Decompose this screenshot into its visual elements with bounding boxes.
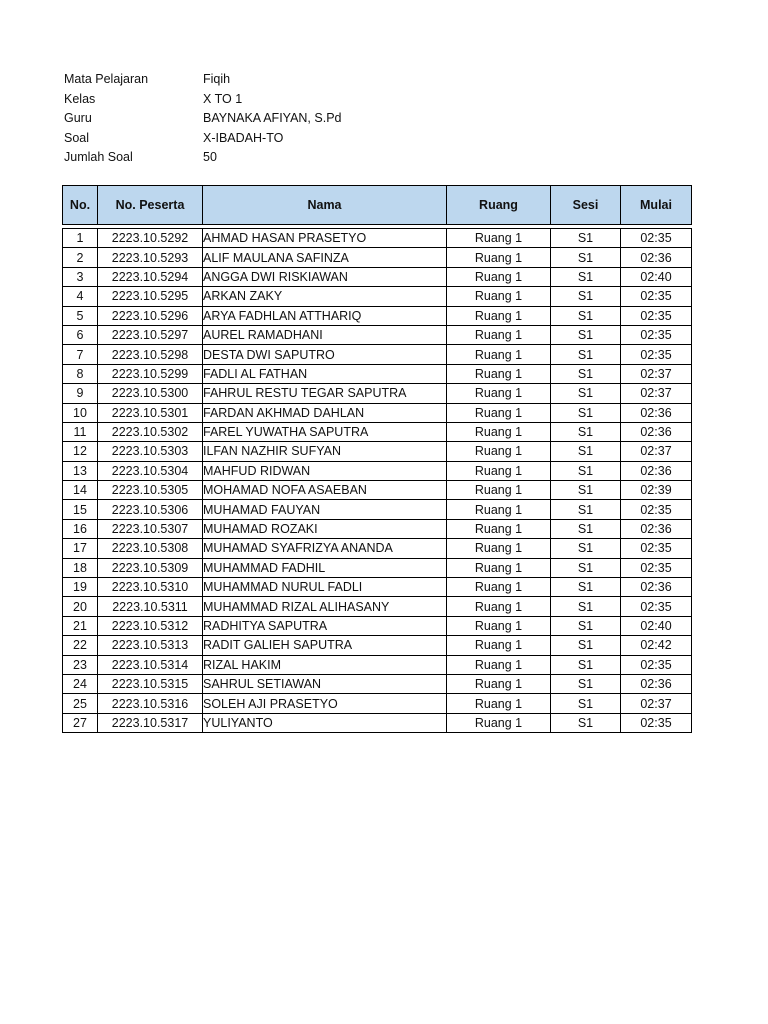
table-row [63,461,692,480]
cell-ruang: Ruang 1 [447,616,551,635]
cell-mulai: 02:37 [621,384,692,403]
cell-no: 22 [63,636,98,655]
cell-no: 19 [63,578,98,597]
table-row [63,597,692,616]
cell-nama: FAREL YUWATHA SAPUTRA [203,422,447,441]
cell-sesi: S1 [551,558,621,577]
cell-no: 6 [63,325,98,344]
info-value: X TO 1 [203,91,243,106]
cell-ruang: Ruang 1 [447,519,551,538]
cell-no-peserta: 2223.10.5299 [98,364,203,383]
cell-mulai: 02:36 [621,519,692,538]
cell-nama: MUHAMMAD FADHIL [203,558,447,577]
cell-mulai: 02:35 [621,345,692,364]
cell-nama: SOLEH AJI PRASETYO [203,694,447,713]
cell-no-peserta: 2223.10.5295 [98,287,203,306]
cell-mulai: 02:35 [621,229,692,248]
cell-no: 16 [63,519,98,538]
cell-no-peserta: 2223.10.5305 [98,481,203,500]
header-no: No. [63,186,98,225]
cell-mulai: 02:35 [621,558,692,577]
cell-no: 17 [63,539,98,558]
table-row [63,558,692,577]
cell-nama: FAHRUL RESTU TEGAR SAPUTRA [203,384,447,403]
cell-no: 18 [63,558,98,577]
cell-mulai: 02:36 [621,461,692,480]
table-header-row [63,186,692,225]
info-value: 50 [203,150,217,164]
header-no-peserta: No. Peserta [98,186,203,225]
cell-ruang: Ruang 1 [447,461,551,480]
cell-nama: ILFAN NAZHIR SUFYAN [203,442,447,461]
header-nama: Nama [203,186,447,225]
cell-mulai: 02:36 [621,422,692,441]
table-row [63,539,692,558]
cell-no-peserta: 2223.10.5292 [98,229,203,248]
table-row [63,713,692,732]
cell-mulai: 02:37 [621,694,692,713]
cell-mulai: 02:40 [621,267,692,286]
cell-no: 8 [63,364,98,383]
cell-no: 4 [63,287,98,306]
table-row [63,229,692,248]
table-row [63,655,692,674]
cell-no: 12 [63,442,98,461]
info-row [64,70,341,90]
table-row [63,616,692,635]
table-row [63,364,692,383]
table-row [63,403,692,422]
cell-no-peserta: 2223.10.5296 [98,306,203,325]
table-row [63,442,692,461]
participant-table [62,185,692,733]
cell-ruang: Ruang 1 [447,403,551,422]
cell-ruang: Ruang 1 [447,558,551,577]
cell-nama: MAHFUD RIDWAN [203,461,447,480]
exam-info [64,70,341,168]
header-mulai: Mulai [621,186,692,225]
cell-ruang: Ruang 1 [447,384,551,403]
cell-ruang: Ruang 1 [447,364,551,383]
cell-ruang: Ruang 1 [447,578,551,597]
cell-no: 20 [63,597,98,616]
table-row [63,481,692,500]
table-row [63,500,692,519]
cell-no: 25 [63,694,98,713]
cell-no-peserta: 2223.10.5301 [98,403,203,422]
cell-sesi: S1 [551,422,621,441]
cell-nama: RADHITYA SAPUTRA [203,616,447,635]
cell-nama: MUHAMAD SYAFRIZYA ANANDA [203,539,447,558]
cell-nama: MUHAMAD FAUYAN [203,500,447,519]
cell-nama: ARKAN ZAKY [203,287,447,306]
cell-no: 10 [63,403,98,422]
table-row [63,306,692,325]
info-row [64,129,341,149]
header-ruang: Ruang [447,186,551,225]
cell-ruang: Ruang 1 [447,539,551,558]
cell-no: 15 [63,500,98,519]
cell-no: 14 [63,481,98,500]
cell-sesi: S1 [551,345,621,364]
cell-no: 7 [63,345,98,364]
cell-sesi: S1 [551,655,621,674]
cell-no-peserta: 2223.10.5314 [98,655,203,674]
cell-sesi: S1 [551,306,621,325]
cell-no: 23 [63,655,98,674]
cell-nama: RADIT GALIEH SAPUTRA [203,636,447,655]
cell-no: 1 [63,229,98,248]
cell-ruang: Ruang 1 [447,442,551,461]
cell-mulai: 02:35 [621,539,692,558]
cell-no: 2 [63,248,98,267]
table-row [63,384,692,403]
info-row [64,90,341,110]
cell-no-peserta: 2223.10.5317 [98,713,203,732]
cell-sesi: S1 [551,229,621,248]
cell-no-peserta: 2223.10.5300 [98,384,203,403]
cell-mulai: 02:42 [621,636,692,655]
cell-sesi: S1 [551,364,621,383]
cell-sesi: S1 [551,384,621,403]
cell-nama: MUHAMAD ROZAKI [203,519,447,538]
table-row [63,422,692,441]
cell-no-peserta: 2223.10.5302 [98,422,203,441]
cell-mulai: 02:35 [621,287,692,306]
cell-nama: FARDAN AKHMAD DAHLAN [203,403,447,422]
cell-sesi: S1 [551,636,621,655]
cell-ruang: Ruang 1 [447,694,551,713]
cell-mulai: 02:36 [621,403,692,422]
cell-no-peserta: 2223.10.5316 [98,694,203,713]
cell-sesi: S1 [551,500,621,519]
cell-ruang: Ruang 1 [447,248,551,267]
cell-sesi: S1 [551,287,621,306]
cell-sesi: S1 [551,442,621,461]
cell-ruang: Ruang 1 [447,306,551,325]
cell-sesi: S1 [551,519,621,538]
header-sesi: Sesi [551,186,621,225]
cell-mulai: 02:36 [621,248,692,267]
table-row [63,345,692,364]
cell-ruang: Ruang 1 [447,481,551,500]
cell-sesi: S1 [551,578,621,597]
info-value: BAYNAKA AFIYAN, S.Pd [203,111,342,125]
cell-no-peserta: 2223.10.5304 [98,461,203,480]
cell-mulai: 02:35 [621,597,692,616]
cell-ruang: Ruang 1 [447,229,551,248]
table-row [63,674,692,693]
cell-no: 13 [63,461,98,480]
cell-no: 21 [63,616,98,635]
cell-sesi: S1 [551,616,621,635]
cell-nama: ANGGA DWI RISKIAWAN [203,267,447,286]
cell-sesi: S1 [551,597,621,616]
cell-ruang: Ruang 1 [447,422,551,441]
info-label: Jumlah Soal [64,150,133,164]
cell-sesi: S1 [551,325,621,344]
cell-mulai: 02:35 [621,306,692,325]
cell-no-peserta: 2223.10.5308 [98,539,203,558]
cell-ruang: Ruang 1 [447,325,551,344]
cell-nama: FADLI AL FATHAN [203,364,447,383]
cell-mulai: 02:35 [621,325,692,344]
table-row [63,519,692,538]
cell-ruang: Ruang 1 [447,636,551,655]
table-row [63,325,692,344]
cell-no: 27 [63,713,98,732]
cell-nama: MUHAMMAD RIZAL ALIHASANY [203,597,447,616]
cell-nama: MUHAMMAD NURUL FADLI [203,578,447,597]
cell-mulai: 02:37 [621,364,692,383]
cell-no: 3 [63,267,98,286]
table-row [63,287,692,306]
cell-nama: ALIF MAULANA SAFINZA [203,248,447,267]
cell-sesi: S1 [551,461,621,480]
cell-mulai: 02:39 [621,481,692,500]
cell-ruang: Ruang 1 [447,345,551,364]
cell-no-peserta: 2223.10.5315 [98,674,203,693]
cell-mulai: 02:36 [621,674,692,693]
info-row [64,109,341,129]
cell-mulai: 02:35 [621,713,692,732]
cell-nama: ARYA FADHLAN ATTHARIQ [203,306,447,325]
cell-no-peserta: 2223.10.5303 [98,442,203,461]
table-row [63,267,692,286]
cell-no-peserta: 2223.10.5294 [98,267,203,286]
cell-no: 11 [63,422,98,441]
cell-no-peserta: 2223.10.5298 [98,345,203,364]
cell-no-peserta: 2223.10.5312 [98,616,203,635]
cell-nama: DESTA DWI SAPUTRO [203,345,447,364]
table-row [63,248,692,267]
cell-sesi: S1 [551,267,621,286]
table-row [63,694,692,713]
cell-no-peserta: 2223.10.5297 [98,325,203,344]
cell-no-peserta: 2223.10.5307 [98,519,203,538]
info-value: X-IBADAH-TO [203,130,284,145]
cell-mulai: 02:36 [621,578,692,597]
cell-no-peserta: 2223.10.5309 [98,558,203,577]
cell-ruang: Ruang 1 [447,287,551,306]
cell-ruang: Ruang 1 [447,655,551,674]
cell-nama: SAHRUL SETIAWAN [203,674,447,693]
table-row [63,636,692,655]
cell-mulai: 02:35 [621,500,692,519]
cell-ruang: Ruang 1 [447,267,551,286]
cell-ruang: Ruang 1 [447,500,551,519]
info-label: Kelas [64,91,96,106]
cell-no-peserta: 2223.10.5310 [98,578,203,597]
cell-mulai: 02:37 [621,442,692,461]
cell-no: 5 [63,306,98,325]
info-label: Guru [64,111,92,125]
cell-sesi: S1 [551,481,621,500]
cell-no-peserta: 2223.10.5293 [98,248,203,267]
cell-no-peserta: 2223.10.5306 [98,500,203,519]
cell-no-peserta: 2223.10.5313 [98,636,203,655]
cell-sesi: S1 [551,713,621,732]
cell-nama: MOHAMAD NOFA ASAEBAN [203,481,447,500]
info-label: Mata Pelajaran [64,72,149,86]
cell-no: 9 [63,384,98,403]
info-row [64,148,341,168]
cell-no: 24 [63,674,98,693]
cell-sesi: S1 [551,539,621,558]
cell-nama: YULIYANTO [203,713,447,732]
cell-mulai: 02:40 [621,616,692,635]
cell-sesi: S1 [551,674,621,693]
info-value: Fiqih [203,72,231,86]
cell-sesi: S1 [551,248,621,267]
cell-no-peserta: 2223.10.5311 [98,597,203,616]
cell-ruang: Ruang 1 [447,597,551,616]
table-row [63,578,692,597]
cell-sesi: S1 [551,403,621,422]
cell-nama: RIZAL HAKIM [203,655,447,674]
cell-mulai: 02:35 [621,655,692,674]
info-label: Soal [64,130,90,145]
cell-nama: AUREL RAMADHANI [203,325,447,344]
cell-nama: AHMAD HASAN PRASETYO [203,229,447,248]
cell-ruang: Ruang 1 [447,713,551,732]
cell-sesi: S1 [551,694,621,713]
cell-ruang: Ruang 1 [447,674,551,693]
